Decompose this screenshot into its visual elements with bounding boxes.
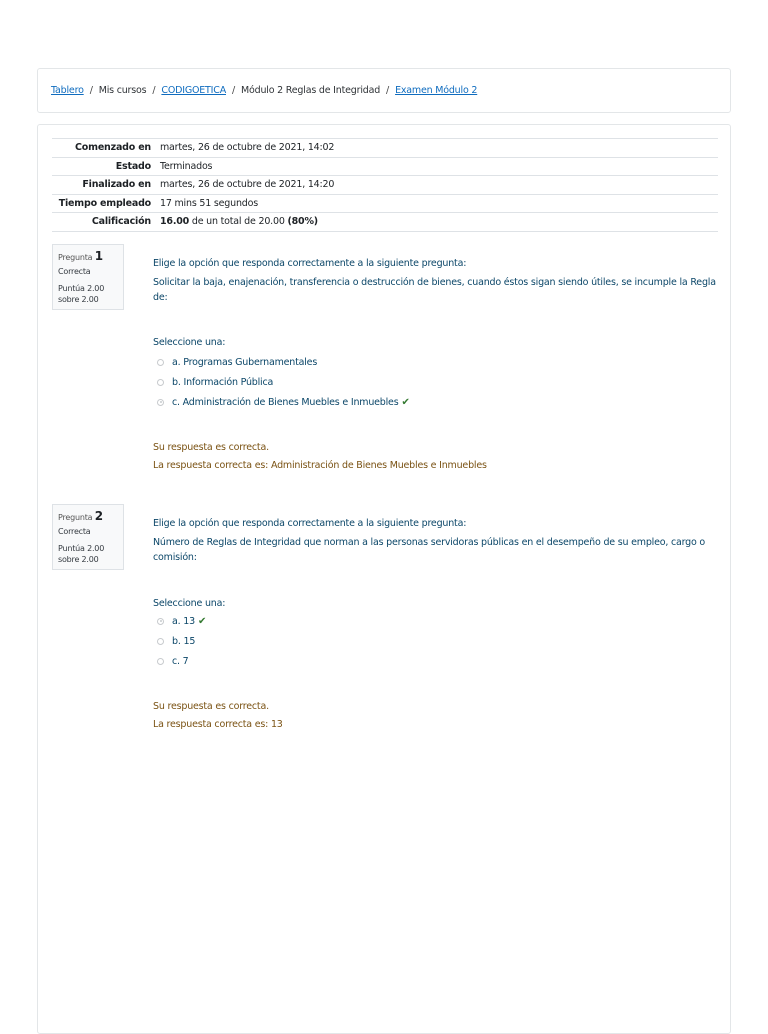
question-text-1 <box>153 256 719 309</box>
breadcrumb-mis-cursos: Mis cursos <box>98 85 147 96</box>
radio-icon[interactable] <box>157 618 164 625</box>
breadcrumb-bar <box>37 68 731 113</box>
question-info-2 <box>52 504 124 570</box>
summary-row-grade <box>52 213 718 232</box>
answer-label: a. 13 <box>172 615 195 627</box>
question-state: Correcta <box>58 527 91 536</box>
radio-icon[interactable] <box>157 658 164 665</box>
radio-icon[interactable] <box>157 638 164 645</box>
question-body: Número de Reglas de Integridad que norman a las personas servidoras públicas en el desempeño de su empleo, cargo o comisión: <box>153 537 706 563</box>
breadcrumb-separator: / <box>232 85 236 96</box>
summary-row-state <box>52 157 718 176</box>
grade-percent: (80%) <box>287 216 318 227</box>
breadcrumb-course-link[interactable]: CODIGOETICA <box>161 85 226 96</box>
right-answer-text: La respuesta correcta es: 13 <box>153 719 283 730</box>
started-value: martes, 26 de octubre de 2021, 14:02 <box>160 142 335 153</box>
summary-row-finished <box>52 176 718 195</box>
check-icon: ✔ <box>197 615 207 627</box>
breadcrumb-quiz-link[interactable]: Examen Módulo 2 <box>395 85 478 96</box>
question-grade: Puntúa 2.00 sobre 2.00 <box>58 544 105 564</box>
feedback-text: Su respuesta es correcta. <box>153 442 269 453</box>
answer-label: b. 15 <box>172 635 196 647</box>
finished-label: Finalizado en <box>82 179 151 190</box>
finished-value: martes, 26 de octubre de 2021, 14:20 <box>160 179 335 190</box>
started-label: Comenzado en <box>75 142 151 153</box>
check-icon: ✔ <box>401 396 410 408</box>
time-value: 17 mins 51 segundos <box>160 197 258 209</box>
breadcrumb-separator: / <box>386 85 390 96</box>
question-text-2 <box>153 516 719 569</box>
state-label: Estado <box>115 160 151 172</box>
breadcrumb-separator: / <box>89 85 93 96</box>
answer-option-selected[interactable] <box>157 392 410 412</box>
quiz-review-card <box>37 124 731 1034</box>
question-info-1 <box>52 244 124 310</box>
breadcrumb-separator: / <box>152 85 156 96</box>
answer-label: c. 7 <box>172 655 189 667</box>
attempt-summary-table <box>52 138 718 232</box>
state-value: Terminados <box>160 160 213 172</box>
grade-label: Calificación <box>91 216 151 227</box>
question-number: Pregunta 1 <box>58 249 103 263</box>
question-state: Correcta <box>58 267 91 276</box>
answer-label: b. Información Pública <box>172 376 274 388</box>
grade-score: 16.00 <box>160 216 190 227</box>
question-instruction: Elige la opción que responda correctamente a la siguiente pregunta: <box>153 258 467 269</box>
select-one-prompt: Seleccione una: <box>153 598 226 609</box>
feedback-text: Su respuesta es correcta. <box>153 701 269 712</box>
breadcrumb-section: Módulo 2 Reglas de Integridad <box>241 85 381 96</box>
question-grade: Puntúa 2.00 sobre 2.00 <box>58 284 105 304</box>
answer-label: a. Programas Gubernamentales <box>172 356 318 368</box>
question-feedback-1 <box>153 439 487 475</box>
select-one-prompt: Seleccione una: <box>153 337 226 348</box>
answer-option-selected[interactable] <box>157 611 206 631</box>
question-feedback-2 <box>153 698 283 734</box>
radio-icon[interactable] <box>157 379 164 386</box>
time-label: Tiempo empleado <box>58 197 151 209</box>
answer-option[interactable] <box>157 352 410 372</box>
grade-total: de un total de 20.00 <box>189 216 288 227</box>
breadcrumb <box>51 85 477 96</box>
answer-label: c. Administración de Bienes Muebles e Inmuebles <box>172 396 399 408</box>
answer-list-1 <box>157 352 410 412</box>
grade-value <box>156 213 718 232</box>
summary-row-time <box>52 194 718 213</box>
answer-option[interactable] <box>157 631 206 651</box>
question-instruction: Elige la opción que responda correctamente a la siguiente pregunta: <box>153 518 467 529</box>
answer-list-2 <box>157 611 206 671</box>
question-number: Pregunta 2 <box>58 509 103 523</box>
answer-option[interactable] <box>157 372 410 392</box>
question-body: Solicitar la baja, enajenación, transferencia o destrucción de bienes, cuando éstos sigan siendo útiles, se incumple la Regla de: <box>153 277 716 303</box>
breadcrumb-tablero-link[interactable]: Tablero <box>51 85 84 96</box>
right-answer-text: La respuesta correcta es: Administración de Bienes Muebles e Inmuebles <box>153 460 487 471</box>
summary-row-started <box>52 139 718 158</box>
answer-option[interactable] <box>157 651 206 671</box>
radio-icon[interactable] <box>157 359 164 366</box>
radio-icon[interactable] <box>157 399 164 406</box>
